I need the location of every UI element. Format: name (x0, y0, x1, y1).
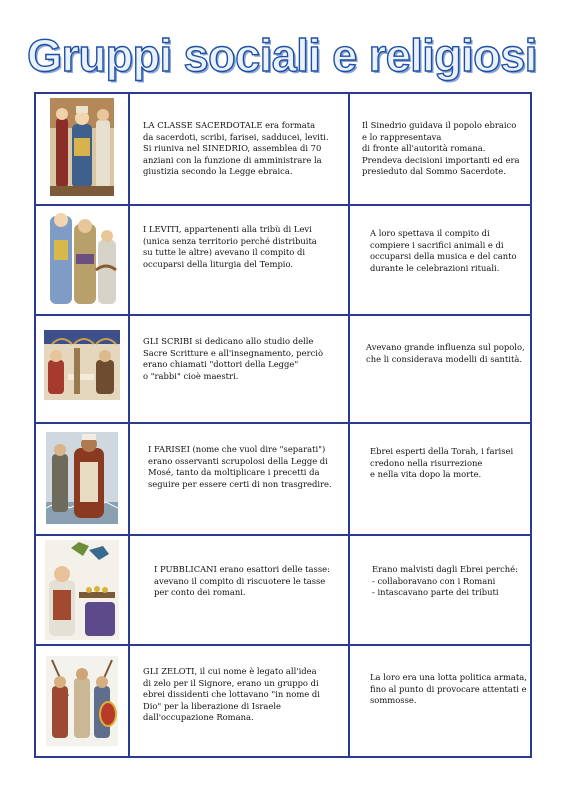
info-cell (349, 645, 531, 757)
illustration-scribi (44, 330, 120, 400)
group-info: Ebrei esperti della Torah, i farisei credono nella risurrezione e nella vita dopo la morte. (370, 446, 514, 480)
page-title: Gruppi sociali e religiosi (27, 30, 537, 81)
image-cell (35, 645, 129, 757)
group-description: GLI ZELOTI, il cui nome è legato all'idea di zelo per il Signore, erano un gruppo di ebrei dissidenti che lottavano "in nome di Dio" per la liberazione di Israele dall'occupazione Romana. (143, 666, 320, 723)
info-cell (349, 535, 531, 645)
group-info: Erano malvisti dagli Ebrei perché: - collaboravano con i Romani - intascavano parte dei tributi (372, 564, 518, 598)
group-info: A loro spettava il compito di compiere i sacrifici animali e di occuparsi della musica e del canto durante le celebrazioni rituali. (370, 228, 517, 273)
image-cell (35, 535, 129, 645)
image-cell (35, 315, 129, 423)
description-cell (129, 535, 349, 645)
illustration-zeloti (46, 656, 118, 746)
group-description: I PUBBLICANI erano esattori delle tasse: avevano il compito di riscuotere le tasse per conto dei romani. (154, 564, 330, 598)
group-info: Avevano grande influenza sul popolo, che li considerava modelli di santità. (366, 342, 525, 364)
group-description: I FARISEI (nome che vuol dire "separati") erano osservanti scrupolosi della Legge di Mosé, tanto da moltiplicare i precetti da seguire per essere certi di non trasgredire. (148, 444, 332, 489)
groups-table (34, 92, 532, 758)
table-row (35, 205, 531, 315)
group-info: Il Sinedrio guidava il popolo ebraico e lo rappresentava di fronte all'autorità romana. Prendeva decisioni importanti ed era presieduto dal Sommo Sacerdote. (362, 120, 520, 177)
group-info: La loro era una lotta politica armata, fino al punto di provocare attentati e sommosse. (370, 672, 527, 706)
description-cell (129, 93, 349, 205)
table-row (35, 315, 531, 423)
image-cell (35, 423, 129, 535)
illustration-leviti (46, 210, 118, 308)
info-cell (349, 93, 531, 205)
table-row (35, 93, 531, 205)
description-cell (129, 423, 349, 535)
description-cell (129, 645, 349, 757)
table-row (35, 535, 531, 645)
info-cell (349, 315, 531, 423)
info-cell (349, 423, 531, 535)
image-cell (35, 93, 129, 205)
illustration-pubblicani (45, 540, 119, 640)
illustration-sacerdoti (50, 98, 114, 196)
illustration-farisei (46, 432, 118, 524)
description-cell (129, 315, 349, 423)
table-row (35, 645, 531, 757)
image-cell (35, 205, 129, 315)
group-description: I LEVITI, appartenenti alla tribù di Levi (unica senza territorio perché distribuita su tutte le altre) avevano il compito di occuparsi della liturgia del Tempio. (143, 224, 317, 269)
info-cell (349, 205, 531, 315)
group-description: GLI SCRIBI si dedicano allo studio delle Sacre Scritture e all'insegnamento, perciò erano chiamati "dottori della Legge" o "rabbi" cioè maestri. (143, 336, 324, 381)
table-row (35, 423, 531, 535)
description-cell (129, 205, 349, 315)
group-description: LA CLASSE SACERDOTALE era formata da sacerdoti, scribi, farisei, sadducei, leviti. Si riuniva nel SINEDRIO, assemblea di 70 anziani con la funzione di amministrare la giustizia secondo la Legge ebraica. (143, 120, 329, 177)
